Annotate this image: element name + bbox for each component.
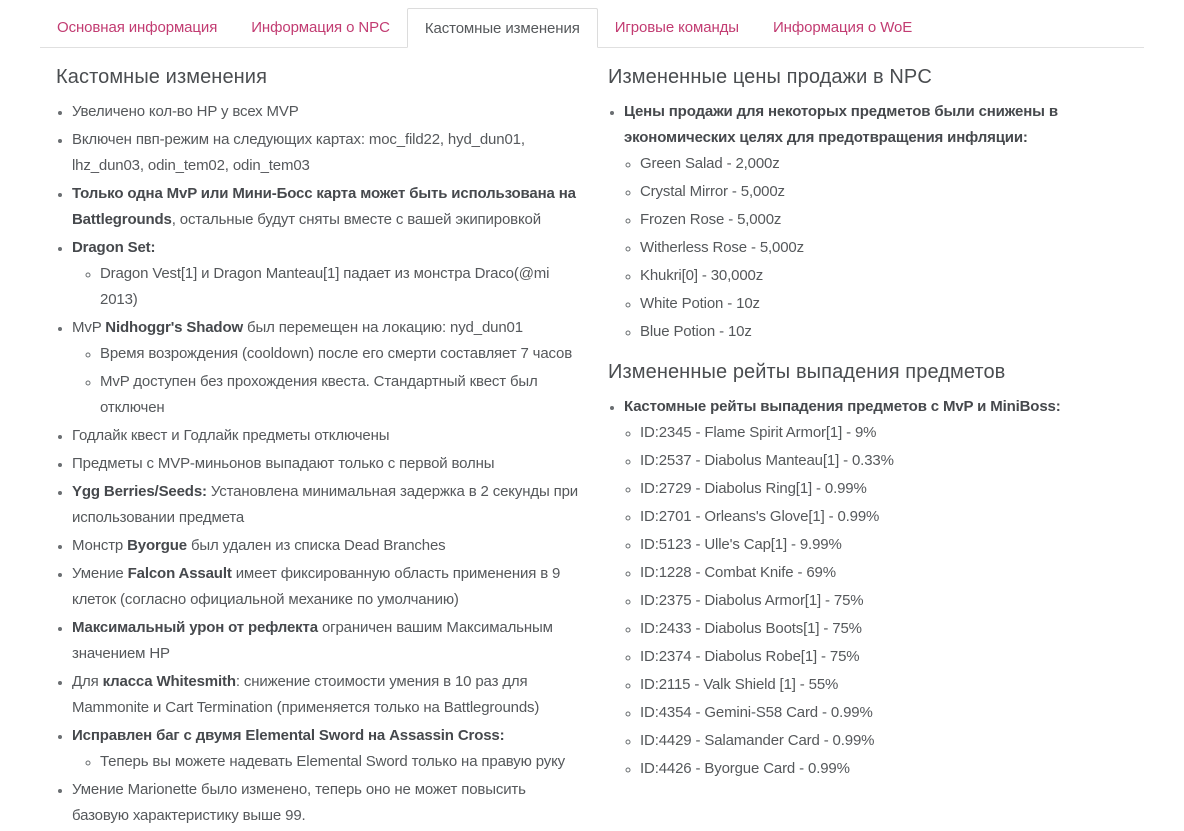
drop-rates-section — [608, 361, 1128, 782]
npc-prices-list-container — [608, 99, 1128, 345]
sub-list-item — [640, 476, 1128, 502]
sub-list-item — [640, 235, 1128, 261]
list-item — [72, 315, 580, 421]
left-column — [56, 66, 580, 831]
list-item — [72, 99, 580, 125]
text-segment: ограничен вашим Максимальным значением HP — [72, 619, 553, 662]
text-segment: ID:2374 - Diabolus Robe[1] - 75% — [640, 648, 860, 665]
sub-bullet-list — [624, 151, 1128, 345]
sub-bullet-list — [72, 261, 580, 313]
list-item — [72, 723, 580, 775]
npc-prices-section — [608, 66, 1128, 345]
tab-game-commands[interactable]: Игровые команды — [614, 18, 739, 36]
sub-bullet-list — [72, 341, 580, 421]
text-segment: Ygg Berries/Seeds: — [72, 483, 207, 500]
sub-list-item — [640, 448, 1128, 474]
text-segment: Crystal Mirror - 5,000z — [640, 183, 785, 200]
list-item — [72, 561, 580, 613]
text-segment: Умение — [72, 565, 128, 582]
sub-list-item — [640, 504, 1128, 530]
sub-list-item — [640, 420, 1128, 446]
text-segment: Blue Potion - 10z — [640, 323, 752, 340]
sub-list-item — [640, 560, 1128, 586]
text-segment: MvP доступен без прохождения квеста. Стандартный квест был отключен — [100, 373, 538, 416]
text-segment: ID:4354 - Gemini-S58 Card - 0.99% — [640, 704, 873, 721]
text-segment: ID:2537 - Diabolus Manteau[1] - 0.33% — [640, 452, 894, 469]
text-segment: Falcon Assault — [127, 565, 232, 582]
sub-list-item — [100, 749, 580, 775]
text-segment: ID:2701 - Orleans's Glove[1] - 0.99% — [640, 508, 880, 525]
list-item — [72, 479, 580, 531]
sub-list-item — [640, 728, 1128, 754]
list-item — [72, 181, 580, 233]
text-segment: Увеличено кол-во HP у всех MVP — [72, 103, 299, 120]
text-segment: , остальные будут сняты вместе с вашей экипировкой — [171, 211, 541, 228]
sub-list-item — [640, 207, 1128, 233]
tab-npc-info[interactable]: Информация о NPC — [251, 18, 390, 36]
sub-list-item — [100, 341, 580, 367]
list-item — [72, 669, 580, 721]
text-segment: Для — [72, 673, 103, 690]
custom-changes-heading: Кастомные изменения — [56, 66, 268, 88]
text-segment: Dragon Set: — [72, 239, 156, 256]
sub-list-item — [640, 151, 1128, 177]
sub-list-item — [640, 532, 1128, 558]
text-segment: Witherless Rose - 5,000z — [640, 239, 804, 256]
tab-bar — [40, 0, 1144, 48]
text-segment: ID:4429 - Salamander Card - 0.99% — [640, 732, 875, 749]
text-segment: Годлайк квест и Годлайк предметы отключены — [72, 427, 390, 444]
sub-list-item — [640, 644, 1128, 670]
text-segment: Монстр — [72, 537, 128, 554]
text-segment: Максимальный урон от рефлекта — [72, 619, 318, 636]
text-segment: Предметы с MVP-миньонов выпадают только с первой волны — [72, 455, 495, 472]
text-segment: был удален из списка Dead Branches — [186, 537, 446, 554]
text-segment: Khukri[0] - 30,000z — [640, 267, 764, 284]
tab-main-info[interactable]: Основная информация — [57, 18, 218, 36]
text-segment: ID:5123 - Ulle's Cap[1] - 9.99% — [640, 536, 842, 553]
tab-woe-info[interactable]: Информация о WoE — [773, 18, 913, 36]
text-segment: Frozen Rose - 5,000z — [640, 211, 782, 228]
right-column — [608, 66, 1128, 831]
list-item — [72, 423, 580, 449]
text-segment: ID:2345 - Flame Spirit Armor[1] - 9% — [640, 424, 877, 441]
content — [40, 48, 1144, 831]
text-segment: Только одна MvP или Мини-Босс карта может быть использована на Battlegrounds — [72, 185, 576, 228]
text-segment: ID:4426 - Byorgue Card - 0.99% — [640, 760, 850, 777]
text-segment: Умение Marionette было изменено, теперь оно не может повысить базовую характеристику выше 99. — [72, 781, 526, 824]
text-segment: Установлена минимальная задержка в 2 секунды при использовании предмета — [72, 483, 579, 526]
text-segment: ID:2115 - Valk Shield [1] - 55% — [640, 676, 839, 693]
text-segment: ID:1228 - Combat Knife - 69% — [640, 564, 836, 581]
sub-list-item — [640, 291, 1128, 317]
text-segment: имеет фиксированную область применения в 9 клеток (согласно официальной механике по умолчанию) — [72, 565, 561, 608]
custom-changes-list-container — [56, 99, 580, 829]
sub-list-item — [640, 616, 1128, 642]
text-segment: был перемещен на локацию: nyd_dun01 — [242, 319, 523, 336]
text-segment: Время возрождения (cooldown) после его смерти составляет 7 часов — [100, 345, 573, 362]
text-segment: MvP — [72, 319, 106, 336]
text-segment: Byorgue — [127, 537, 187, 554]
sub-list-item — [640, 319, 1128, 345]
sub-list-item — [100, 261, 580, 313]
sub-bullet-list — [72, 749, 580, 775]
bullet-list — [56, 99, 580, 829]
sub-list-item — [640, 672, 1128, 698]
text-segment: класса Whitesmith — [102, 673, 236, 690]
bullet-list — [608, 99, 1128, 345]
text-segment: Включен пвп-режим на следующих картах: moc_fild22, hyd_dun01, lhz_dun03, odin_tem02, odin_tem03 — [72, 131, 525, 174]
text-segment: White Potion - 10z — [640, 295, 760, 312]
list-item — [72, 127, 580, 179]
sub-list-item — [100, 369, 580, 421]
text-segment: Теперь вы можете надевать Elemental Sword только на правую руку — [100, 753, 566, 770]
text-segment: Цены продажи для некоторых предметов были снижены в экономических целях для предотвращения инфляции: — [624, 103, 1058, 146]
sub-list-item — [640, 700, 1128, 726]
list-item — [624, 99, 1128, 345]
sub-list-item — [640, 179, 1128, 205]
text-segment: Green Salad - 2,000z — [640, 155, 780, 172]
drop-rates-list-container — [608, 394, 1128, 782]
list-item — [72, 235, 580, 313]
text-segment: ID:2433 - Diabolus Boots[1] - 75% — [640, 620, 862, 637]
list-item — [72, 533, 580, 559]
list-item — [72, 615, 580, 667]
sub-bullet-list — [624, 420, 1128, 782]
text-segment: Кастомные рейты выпадения предметов с MvP и MiniBoss: — [624, 398, 1061, 415]
text-segment: Исправлен баг с двумя Elemental Sword на Assassin Cross: — [72, 727, 505, 744]
text-segment: ID:2729 - Diabolus Ring[1] - 0.99% — [640, 480, 867, 497]
list-item — [72, 451, 580, 477]
list-item — [624, 394, 1128, 782]
bullet-list — [608, 394, 1128, 782]
drop-rates-heading: Измененные рейты выпадения предметов — [608, 361, 1006, 383]
npc-prices-heading: Измененные цены продажи в NPC — [608, 66, 932, 88]
text-segment: Nidhoggr's Shadow — [105, 319, 243, 336]
sub-list-item — [640, 263, 1128, 289]
text-segment: : снижение стоимости умения в 10 раз для Mammonite и Cart Termination (применяется только на Battlegrounds) — [72, 673, 540, 716]
list-item — [72, 777, 580, 829]
sub-list-item — [640, 756, 1128, 782]
text-segment: ID:2375 - Diabolus Armor[1] - 75% — [640, 592, 864, 609]
tab-custom-changes[interactable]: Кастомные изменения — [407, 8, 598, 48]
sub-list-item — [640, 588, 1128, 614]
text-segment: Dragon Vest[1] и Dragon Manteau[1] падает из монстра Draco(@mi 2013) — [100, 265, 550, 308]
